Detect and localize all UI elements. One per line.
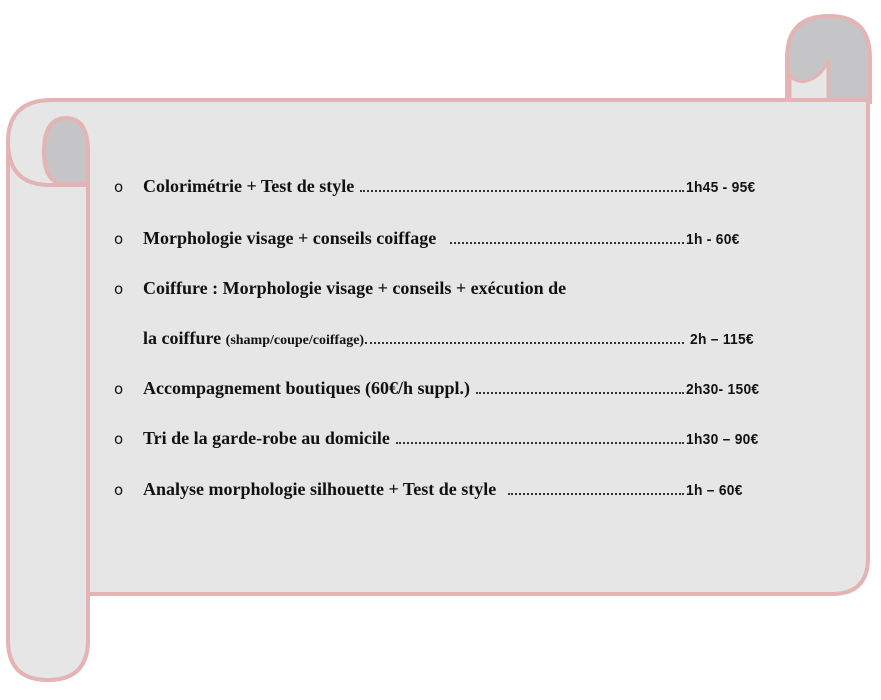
list-item (114, 378, 814, 402)
service-detail: (shamp/coupe/coiffage) (225, 333, 365, 348)
service-price: 2h30- 150€ (686, 381, 760, 398)
bullet: o (114, 380, 124, 398)
service-label: Colorimétrie + Test de style (143, 176, 355, 196)
service-label: Tri de la garde-robe au domicile (143, 428, 390, 448)
list-item (114, 278, 814, 302)
bullet: o (114, 178, 124, 196)
service-label: la coiffure (143, 328, 222, 348)
left-roll-inner (44, 118, 88, 184)
service-price: 1h30 – 90€ (686, 431, 759, 448)
list-item (114, 228, 814, 252)
leader-dots (476, 391, 684, 394)
bullet: o (114, 230, 124, 248)
service-price: 1h – 60€ (686, 482, 743, 499)
leader-dots (450, 241, 684, 244)
bullet: o (114, 280, 124, 298)
bullet: o (114, 430, 124, 448)
service-price: 1h45 - 95€ (686, 179, 756, 196)
service-price: 2h – 115€ (690, 331, 754, 348)
service-label: Accompagnement boutiques (60€/h suppl.) (143, 378, 471, 398)
service-label: Analyse morphologie silhouette + Test de style (143, 479, 497, 499)
service-label: Morphologie visage + conseils coiffage (143, 228, 437, 248)
bullet: o (114, 481, 124, 499)
leader-dots (508, 492, 684, 495)
list-item-continuation (114, 328, 814, 352)
service-label: Coiffure : Morphologie visage + conseils + exécution de (143, 278, 567, 298)
list-item (114, 479, 814, 503)
leader-dots (396, 441, 684, 444)
leader-dots (365, 341, 684, 344)
leader-dots (360, 189, 684, 192)
list-item (114, 428, 814, 452)
list-item (114, 176, 814, 200)
service-price: 1h - 60€ (686, 231, 740, 248)
